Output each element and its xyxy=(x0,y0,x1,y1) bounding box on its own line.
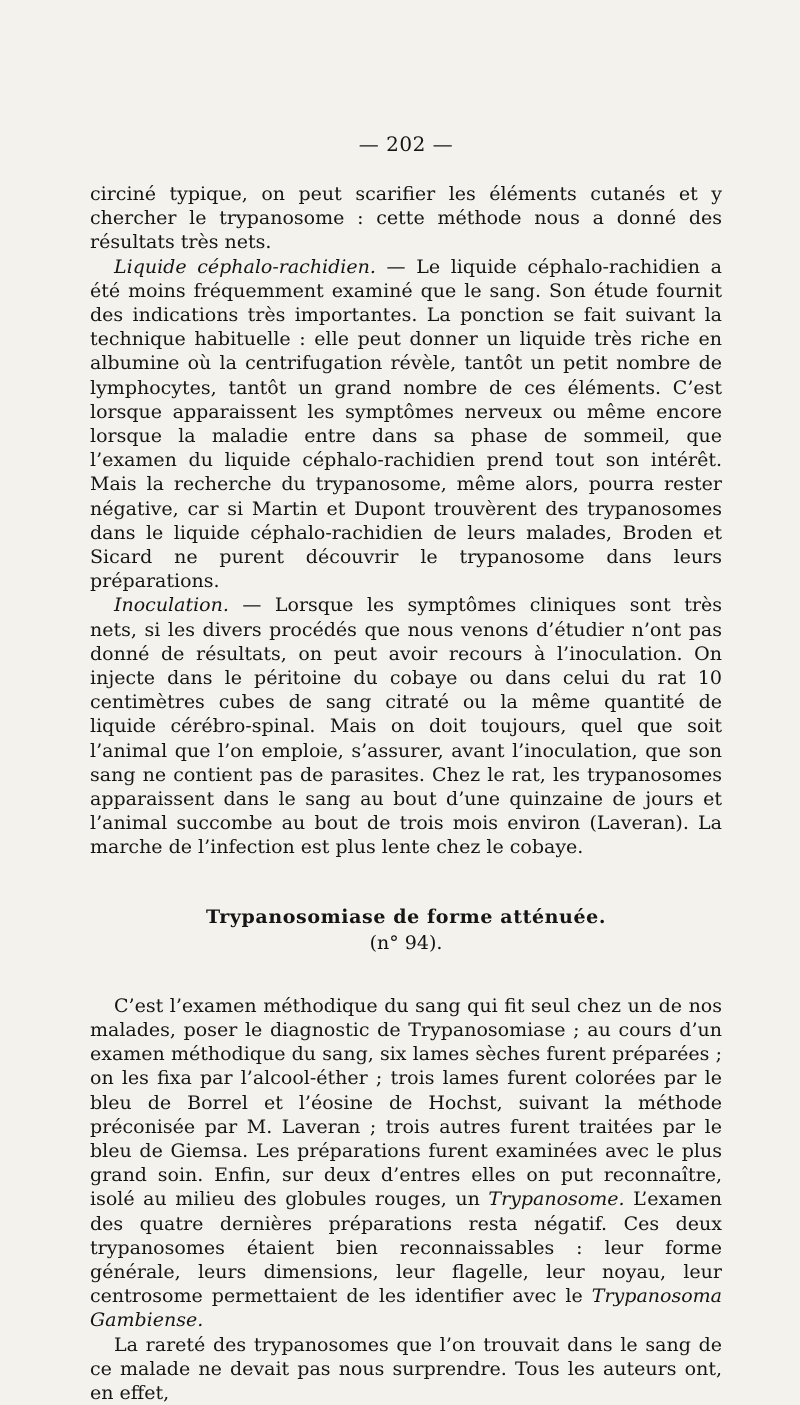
section-text xyxy=(90,994,722,1405)
examen-italic-b: Trypanosoma Gambiense. xyxy=(90,1285,722,1332)
liquide-text: — Le liquide céphalo-rachidien a été moins fréquemment examiné que le sang. Son étude fournit des indications très importantes. La ponction se fait suivant la technique habituelle : elle peut donner un liquide très riche en albumine où la centrifugation révèle, tantôt un petit nombre de lymphocytes, tantôt un grand nombre de ces éléments. C’est lorsque apparaissent les symptômes nerveux ou même encore lorsque la maladie entre dans sa phase de sommeil, que l’examen du liquide céphalo-rachidien prend tout son intérêt. Mais la recherche du trypanosome, même alors, pourra rester négative, car si Martin et Dupont trouvèrent des trypanosomes dans le liquide céphalo-rachidien de leurs malades, Broden et Sicard ne purent découvrir le trypanosome dans leurs préparations. xyxy=(90,255,722,593)
inoculation-heading: Inoculation. xyxy=(114,594,229,617)
examen-italic-a: Trypanosome. xyxy=(488,1188,625,1211)
paragraph-rarete: La rareté des trypanosomes que l’on trouvait dans le sang de ce malade ne devait pas nous surprendre. Tous les auteurs ont, en effet, xyxy=(90,1333,722,1404)
examen-text-b: L’examen des quatre dernières préparations resta négatif. Ces deux trypanosomes étaient bien reconnaissables : leur forme générale, leurs dimensions, leur flagelle, leur noyau, leur centrosome permettaient de les identifier avec le xyxy=(90,1188,722,1308)
main-text xyxy=(90,182,722,860)
page-number: — 202 — xyxy=(358,132,454,156)
section-title: Trypanosomiase de forme atténuée. xyxy=(205,905,607,928)
section-subtitle: (n° 94). xyxy=(369,931,443,954)
liquide-heading: Liquide céphalo-rachidien. xyxy=(114,255,376,278)
paragraph-inoculation xyxy=(90,593,722,859)
paragraph-intro: circiné typique, on peut scarifier les éléments cutanés et y chercher le trypanosome : cette méthode nous a donné des résultats très nets. xyxy=(90,183,722,254)
paragraph-examen xyxy=(90,994,722,1333)
examen-text-a: C’est l’examen méthodique du sang qui fit seul chez un de nos malades, poser le diagnostic de Trypanosomiase ; au cours d’un examen méthodique du sang, six lames sèches furent préparées ; on les fixa par l’alcool-éther ; trois lames furent colorées par le bleu de Borrel et l’éosine de Hochst, suivant la méthode préconisée par M. Laveran ; trois autres furent traitées par le bleu de Giemsa. Les préparations furent examinées avec le plus grand soin. Enfin, sur deux d’entres elles on put reconnaître, isolé au milieu des globules rouges, un xyxy=(90,994,722,1211)
inoculation-text: — Lorsque les symptômes cliniques sont très nets, si les divers procédés que nous venons d’étudier n’ont pas donné de résultats, on peut avoir recours à l’inoculation. On injecte dans le péritoine du cobaye ou dans celui du rat 10 centimètres cubes de sang citraté ou la même quantité de liquide cérébro-spinal. Mais on doit toujours, quel que soit l’animal que l’on emploie, s’assurer, avant l’inoculation, que son sang ne contient pas de parasites. Chez le rat, les trypanosomes apparaissent dans le sang au bout d’une quinzaine de jours et l’animal succombe au bout de trois mois environ (Laveran). La marche de l’infection est plus lente chez le cobaye. xyxy=(90,594,722,859)
paragraph-liquide xyxy=(90,255,722,594)
